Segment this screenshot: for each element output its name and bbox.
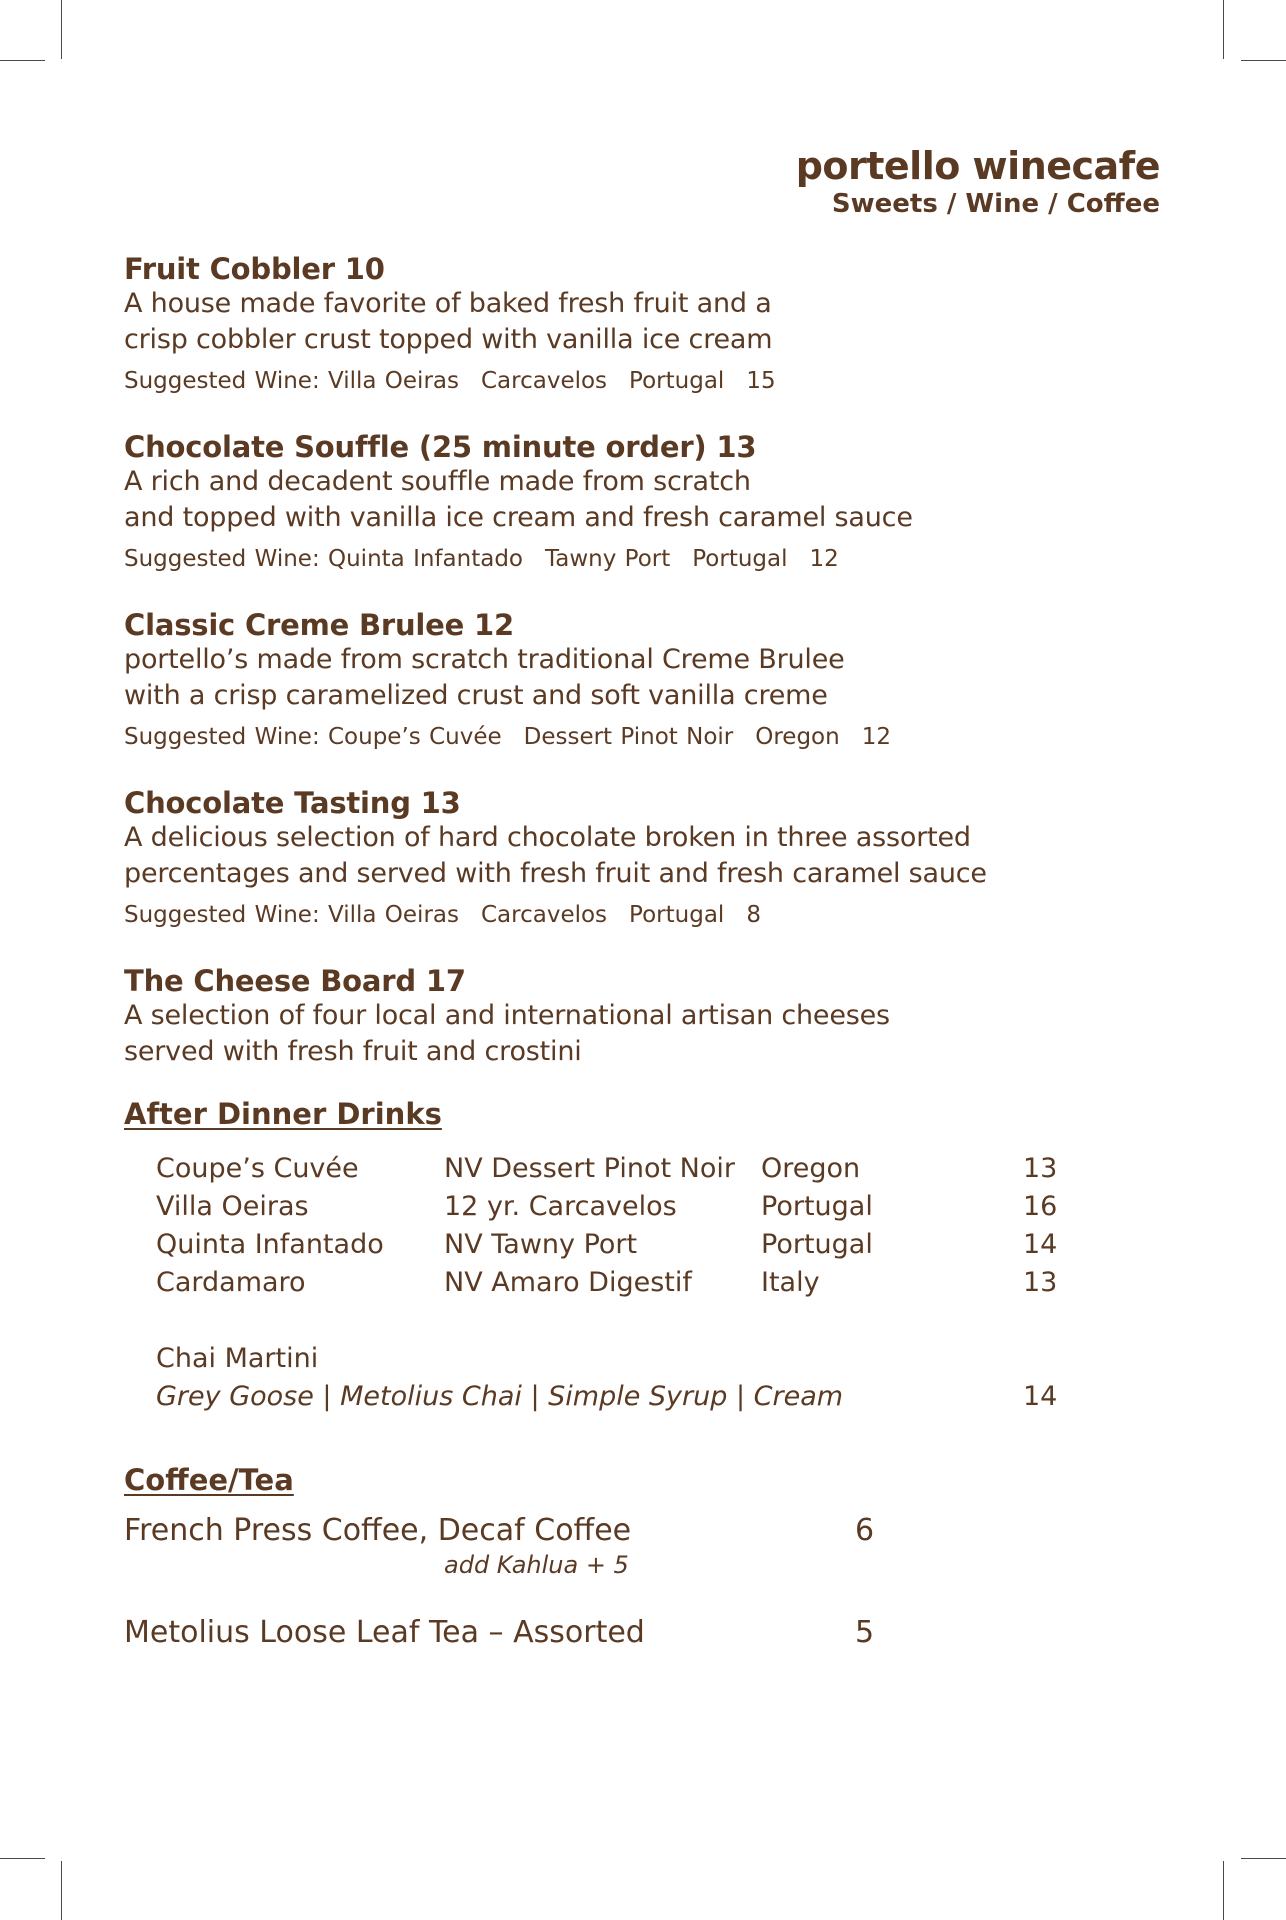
after-dinner-heading: After Dinner Drinks (124, 1097, 442, 1131)
drink-producer: Villa Oeiras (156, 1191, 309, 1222)
dessert-item (124, 252, 1184, 396)
martini-name: Chai Martini (156, 1343, 319, 1374)
drink-type: NV Dessert Pinot Noir (444, 1153, 735, 1184)
drink-type: 12 yr. Carcavelos (444, 1191, 677, 1222)
wine-style: Dessert Pinot Noir (523, 724, 734, 750)
wine-style: Tawny Port (545, 546, 671, 572)
drink-row (156, 1264, 1184, 1302)
wine-style: Carcavelos (480, 902, 608, 928)
coffee-addon-note: add Kahlua + 5 (444, 1551, 629, 1579)
wine-price: 15 (746, 368, 776, 394)
crop-mark (1241, 60, 1286, 61)
crop-mark (1223, 1861, 1224, 1920)
dessert-item (124, 964, 1184, 1070)
dessert-description (124, 286, 1184, 358)
crop-mark (61, 0, 62, 59)
drink-region: Portugal (761, 1191, 873, 1222)
dessert-name: Chocolate Tasting 13 (124, 786, 461, 820)
martini-item (156, 1340, 1184, 1416)
coffee-item (124, 1512, 1184, 1550)
description-line: and topped with vanilla ice cream and fresh caramel sauce (124, 502, 913, 533)
description-line: portello’s made from scratch traditional Creme Brulee (124, 644, 845, 675)
wine-style: Carcavelos (480, 368, 608, 394)
menu-header (796, 144, 1160, 220)
description-line: percentages and served with fresh fruit and fresh caramel sauce (124, 858, 987, 889)
wine-label: Suggested Wine: Coupe’s Cuvée (124, 724, 502, 750)
restaurant-name: portello winecafe (795, 144, 1160, 188)
crop-mark (1223, 0, 1224, 59)
drink-price: 13 (1023, 1267, 1058, 1298)
wine-region: Portugal (692, 546, 788, 572)
drink-region: Oregon (761, 1153, 861, 1184)
drink-row (156, 1226, 1184, 1264)
dessert-name: Classic Creme Brulee 12 (124, 608, 514, 642)
drink-price: 13 (1023, 1153, 1058, 1184)
dessert-item (124, 608, 1184, 752)
description-line: with a crisp caramelized crust and soft vanilla creme (124, 680, 828, 711)
menu-content (124, 252, 1184, 1652)
coffee-heading: Coffee/Tea (124, 1463, 294, 1497)
drink-region: Portugal (761, 1229, 873, 1260)
crop-mark (0, 60, 45, 61)
suggested-wine (124, 544, 1184, 574)
drink-producer: Coupe’s Cuvée (156, 1153, 359, 1184)
drink-type: NV Tawny Port (444, 1229, 638, 1260)
crop-mark (61, 1861, 62, 1920)
suggested-wine (124, 900, 1184, 930)
suggested-wine (124, 722, 1184, 752)
wine-price: 12 (861, 724, 891, 750)
dessert-item (124, 786, 1184, 930)
tea-item (124, 1614, 1184, 1652)
drink-price: 16 (1023, 1191, 1058, 1222)
drink-producer: Quinta Infantado (156, 1229, 384, 1260)
description-line: A rich and decadent souffle made from scratch (124, 466, 751, 497)
martini-price: 14 (1023, 1381, 1058, 1412)
wine-label: Suggested Wine: Quinta Infantado (124, 546, 523, 572)
wine-label: Suggested Wine: Villa Oeiras (124, 368, 459, 394)
description-line: A selection of four local and international artisan cheeses (124, 1000, 890, 1031)
coffee-name: French Press Coffee, Decaf Coffee (124, 1513, 632, 1548)
drink-price: 14 (1023, 1229, 1058, 1260)
martini-details (156, 1378, 1184, 1416)
dessert-description (124, 820, 1184, 892)
drink-producer: Cardamaro (156, 1267, 306, 1298)
wine-price: 12 (809, 546, 839, 572)
wine-region: Portugal (629, 902, 725, 928)
drink-region: Italy (761, 1267, 820, 1298)
crop-mark (0, 1858, 45, 1859)
dessert-name: Chocolate Souffle (25 minute order) 13 (124, 430, 757, 464)
drink-row (156, 1188, 1184, 1226)
dessert-item (124, 430, 1184, 574)
wine-price: 8 (746, 902, 761, 928)
description-line: A delicious selection of hard chocolate broken in three assorted (124, 822, 971, 853)
dessert-description (124, 642, 1184, 714)
dessert-name: The Cheese Board 17 (124, 964, 466, 998)
coffee-price: 6 (855, 1513, 875, 1548)
wine-region: Oregon (755, 724, 840, 750)
crop-mark (1241, 1858, 1286, 1859)
drink-type: NV Amaro Digestif (444, 1267, 692, 1298)
dessert-description (124, 464, 1184, 536)
dessert-description (124, 998, 1184, 1070)
tea-name: Metolius Loose Leaf Tea – Assorted (124, 1615, 645, 1650)
tea-price: 5 (855, 1615, 875, 1650)
suggested-wine (124, 366, 1184, 396)
wine-region: Portugal (629, 368, 725, 394)
dessert-name: Fruit Cobbler 10 (124, 252, 385, 286)
drinks-list (156, 1150, 1184, 1302)
description-line: served with fresh fruit and crostini (124, 1036, 582, 1067)
description-line: A house made favorite of baked fresh fruit and a (124, 288, 772, 319)
drink-row (156, 1150, 1184, 1188)
menu-subtitle: Sweets / Wine / Coffee (831, 189, 1160, 219)
description-line: crisp cobbler crust topped with vanilla ice cream (124, 324, 773, 355)
martini-ingredients: Grey Goose | Metolius Chai | Simple Syrup | Cream (156, 1381, 844, 1412)
wine-label: Suggested Wine: Villa Oeiras (124, 902, 459, 928)
